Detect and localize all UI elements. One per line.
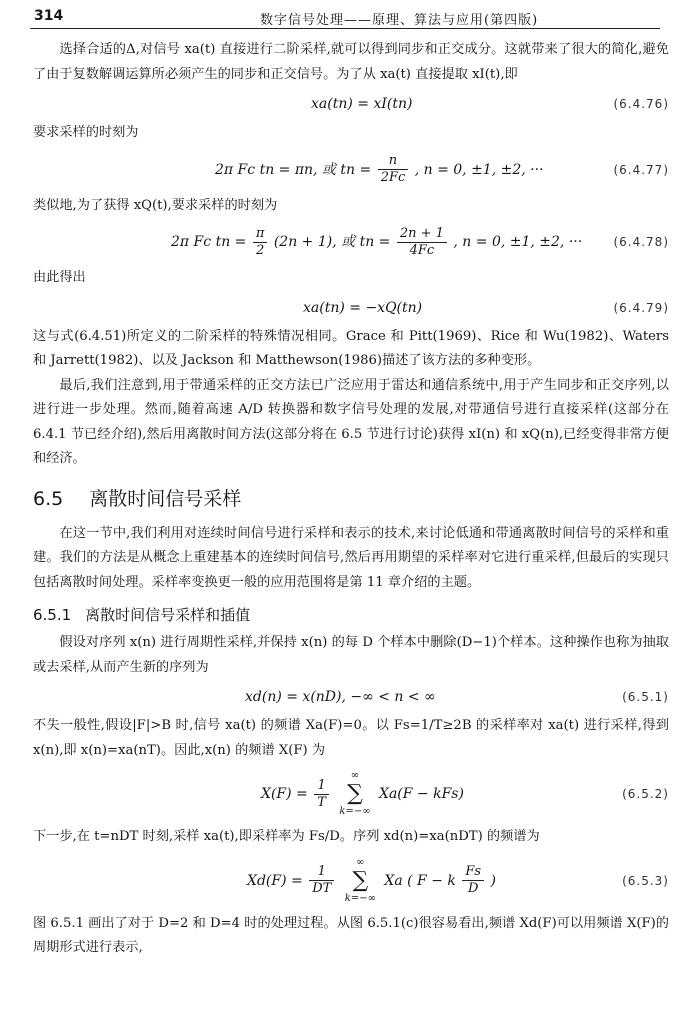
fraction-denominator: DT bbox=[312, 881, 332, 896]
paragraph: 在这一节中,我们利用对连续时间信号进行采样和表示的技术,来讨论低通和带通离散时间信号的采样和重建。我们的方法是从概念上重建基本的连续时间信号,然后再用期望的采样率对它进行重采样,但最后的实现只包括离散时间处理。采样率变换更一般的应用范围将是第 11 章介绍的主题。 bbox=[33, 525, 669, 590]
fraction-numerator: π bbox=[253, 226, 268, 243]
fraction-denominator: T bbox=[317, 794, 326, 810]
equation-6-4-76 bbox=[33, 89, 669, 119]
equation-lhs: 2π Fc tn = bbox=[171, 234, 247, 250]
subsection-number: 6.5.1 bbox=[33, 606, 72, 624]
paragraph: 下一步,在 t=nDT 时刻,采样 xa(t),即采样率为 Fs/D。序列 xd(n)=xa(nDT) 的频谱为 bbox=[33, 829, 540, 844]
summation bbox=[339, 770, 370, 818]
fraction-numerator: 2n + 1 bbox=[397, 226, 447, 243]
fraction bbox=[314, 778, 329, 811]
equation-6-4-79 bbox=[33, 293, 669, 323]
summation bbox=[345, 857, 376, 905]
fraction-denominator: 2 bbox=[255, 242, 265, 258]
fraction-numerator: n bbox=[378, 153, 409, 170]
equation-6-5-1 bbox=[33, 682, 669, 712]
fraction bbox=[462, 864, 484, 897]
equation-number: (6.4.77) bbox=[613, 162, 669, 177]
equation-number: (6.5.2) bbox=[622, 787, 669, 801]
sum-lower-limit: k=−∞ bbox=[339, 806, 371, 817]
sum-upper-limit: ∞ bbox=[356, 856, 365, 868]
section-heading bbox=[33, 486, 669, 512]
page-number: 314 bbox=[34, 8, 64, 24]
equation-lhs: 2π Fc tn = πn, 或 tn = bbox=[215, 161, 372, 178]
equation-number: (6.5.1) bbox=[622, 690, 669, 704]
equation-rhs: Xa(F − kFs) bbox=[378, 786, 464, 802]
fraction-denominator: D bbox=[467, 881, 479, 896]
equation-formula: xd(n) = x(nD), −∞ < n < ∞ bbox=[245, 689, 436, 705]
paragraph: 假设对序列 x(n) 进行周期性采样,并保持 x(n) 的每 D 个样本中删除(D−1)个样本。这种操作也称为抽取或去采样,从而产生新的序列为 bbox=[33, 635, 669, 675]
fraction-numerator: 1 bbox=[314, 778, 329, 795]
equation-mid: (2n + 1), 或 tn = bbox=[273, 234, 391, 250]
sum-upper-limit: ∞ bbox=[350, 770, 360, 781]
fraction bbox=[378, 153, 409, 186]
paragraph: 图 6.5.1 画出了对于 D=2 和 D=4 时的处理过程。从图 6.5.1(c)很容易看出,频谱 Xd(F)可以用频谱 X(F)的周期形式进行表示, bbox=[33, 915, 669, 955]
fraction bbox=[397, 226, 447, 259]
page-content bbox=[33, 38, 669, 961]
paragraph: 不失一般性,假设|F|>B 时,信号 xa(t) 的频谱 Xa(F)=0。以 Fs=1/T≥2B 的采样率对 xa(t) 进行采样,得到 x(n),即 x(n)=xa(nT)。因此,x(n) 的频谱 X(F) 为 bbox=[33, 718, 669, 758]
equation-6-4-77 bbox=[33, 148, 669, 192]
equation-number: (6.5.3) bbox=[622, 873, 669, 888]
fraction bbox=[309, 864, 334, 897]
equation-formula bbox=[171, 220, 582, 264]
equation-formula: xa(tn) = −xQ(tn) bbox=[303, 299, 423, 316]
equation-number: (6.4.76) bbox=[613, 97, 669, 111]
equation-formula bbox=[261, 765, 464, 823]
equation-rhs: , n = 0, ±1, ±2, ··· bbox=[453, 234, 583, 250]
paragraph: 要求采样的时刻为 bbox=[33, 125, 139, 140]
paragraph: 类似地,为了获得 xQ(t),要求采样的时刻为 bbox=[33, 197, 278, 213]
equation-formula: xa(tn) = xI(tn) bbox=[311, 96, 413, 112]
equation-lhs: Xd(F) = bbox=[247, 872, 303, 889]
paragraph: 选择合适的Δ,对信号 xa(t) 直接进行二阶采样,就可以得到同步和正交成分。这就带来了很大的简化,避免了由于复数解调运算所必须产生的同步和正交信号。为了从 xa(t) 直接提取 xI(t),即 bbox=[33, 42, 669, 82]
subsection-title: 离散时间信号采样和插值 bbox=[85, 606, 251, 624]
paragraph: 最后,我们注意到,用于带通采样的正交方法已广泛应用于雷达和通信系统中,用于产生同步和正交序列,以进行进一步处理。然而,随着高速 A/D 转换器和数字信号处理的发展,对带通信号进行直接采样(这部分在 6.4.1 节已经介绍),然后用离散时间方法(这部分将在 6.5 节进行讨论)获得 xI(n) 和 xQ(n),已经变得非常方便和经济。 bbox=[33, 377, 669, 466]
section-title: 离散时间信号采样 bbox=[89, 487, 242, 510]
fraction-numerator: Fs bbox=[462, 864, 484, 881]
equation-lhs: X(F) = bbox=[261, 786, 308, 802]
running-title: 数字信号处理——原理、算法与应用(第四版) bbox=[260, 13, 539, 28]
paragraph: 这与式(6.4.51)所定义的二阶采样的特殊情况相同。Grace 和 Pitt(1969)、Rice 和 Wu(1982)、Waters 和 Jarrett(1982)、以及 Jackson 和 Matthewson(1986)描述了该方法的多种变形。 bbox=[33, 328, 669, 368]
equation-rhs-pre: Xa ( F − k bbox=[384, 872, 456, 889]
sigma-symbol: ∑ bbox=[352, 867, 369, 893]
fraction-denominator: 2Fc bbox=[380, 170, 406, 185]
equation-6-5-2 bbox=[33, 765, 669, 823]
fraction bbox=[253, 226, 268, 259]
sum-lower-limit: k=−∞ bbox=[344, 892, 376, 904]
page-header bbox=[30, 6, 660, 29]
sigma-symbol: ∑ bbox=[347, 781, 363, 806]
section-number: 6.5 bbox=[33, 487, 64, 510]
paragraph: 由此得出 bbox=[33, 270, 86, 285]
equation-formula bbox=[247, 852, 496, 910]
equation-6-5-3 bbox=[33, 852, 669, 910]
equation-rhs: , n = 0, ±1, ±2, ··· bbox=[414, 161, 544, 178]
equation-6-4-78 bbox=[33, 220, 669, 264]
equation-rhs-post: ) bbox=[490, 872, 496, 889]
subsection-heading bbox=[33, 603, 669, 627]
fraction-numerator: 1 bbox=[309, 864, 334, 881]
equation-number: (6.4.78) bbox=[613, 235, 669, 249]
equation-number: (6.4.79) bbox=[613, 300, 669, 315]
fraction-denominator: 4Fc bbox=[409, 242, 435, 258]
equation-formula bbox=[215, 148, 544, 192]
